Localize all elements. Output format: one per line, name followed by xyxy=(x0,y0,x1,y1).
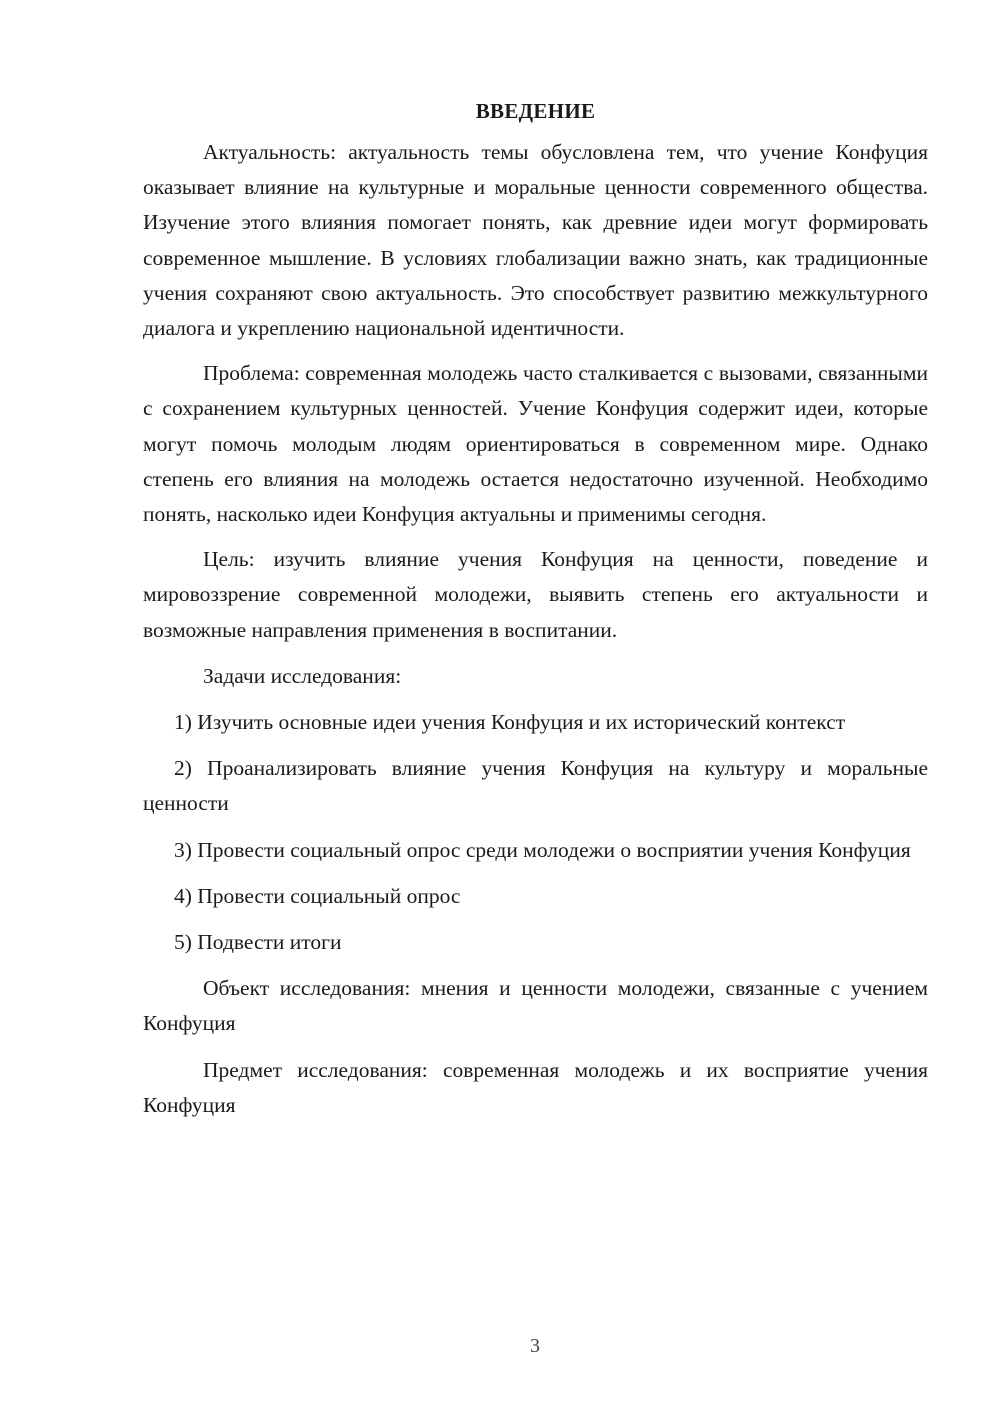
paragraph-problem: Проблема: современная молодежь часто сталкивается с вызовами, связанными с сохранением культурных ценностей. Учение Конфуция содержит идеи, которые могут помочь молодым людям ориентироваться в современном мире. Однако степень его влияния на молодежь остается недостаточно изученной. Необходимо понять, насколько идеи Конфуция актуальны и применимы сегодня. xyxy=(143,361,928,527)
paragraph-goal: Цель: изучить влияние учения Конфуция на ценности, поведение и мировоззрение современной молодежи, выявить степень его актуальности и возможные направления применения в воспитании. xyxy=(143,547,928,642)
task-item-1: 1) Изучить основные идеи учения Конфуция и их исторический контекст xyxy=(174,710,846,735)
task-item-4: 4) Провести социальный опрос xyxy=(174,883,461,908)
task-item-2: 2) Проанализировать влияние учения Конфуция на культуру и моральные ценности xyxy=(143,756,928,816)
section-title: ВВЕДЕНИЕ xyxy=(475,99,596,123)
page-content xyxy=(143,95,928,1123)
paragraph-object: Объект исследования: мнения и ценности молодежи, связанные с учением Конфуция xyxy=(143,976,928,1036)
paragraph-subject: Предмет исследования: современная молодежь и их восприятие учения Конфуция xyxy=(143,1057,928,1117)
task-item-5: 5) Подвести итоги xyxy=(174,930,342,955)
task-item-3: 3) Провести социальный опрос среди молодежи о восприятии учения Конфуция xyxy=(174,837,911,862)
tasks-heading: Задачи исследования: xyxy=(203,663,402,688)
paragraph-relevance: Актуальность: актуальность темы обусловлена тем, что учение Конфуция оказывает влияние на культурные и моральные ценности современного общества. Изучение этого влияния помогает понять, как древние идеи могут формировать современное мышление. В условиях глобализации важно знать, как традиционные учения сохраняют свою актуальность. Это способствует развитию межкультурного диалога и укреплению национальной идентичности. xyxy=(143,140,928,341)
page-number: 3 xyxy=(530,1335,540,1357)
